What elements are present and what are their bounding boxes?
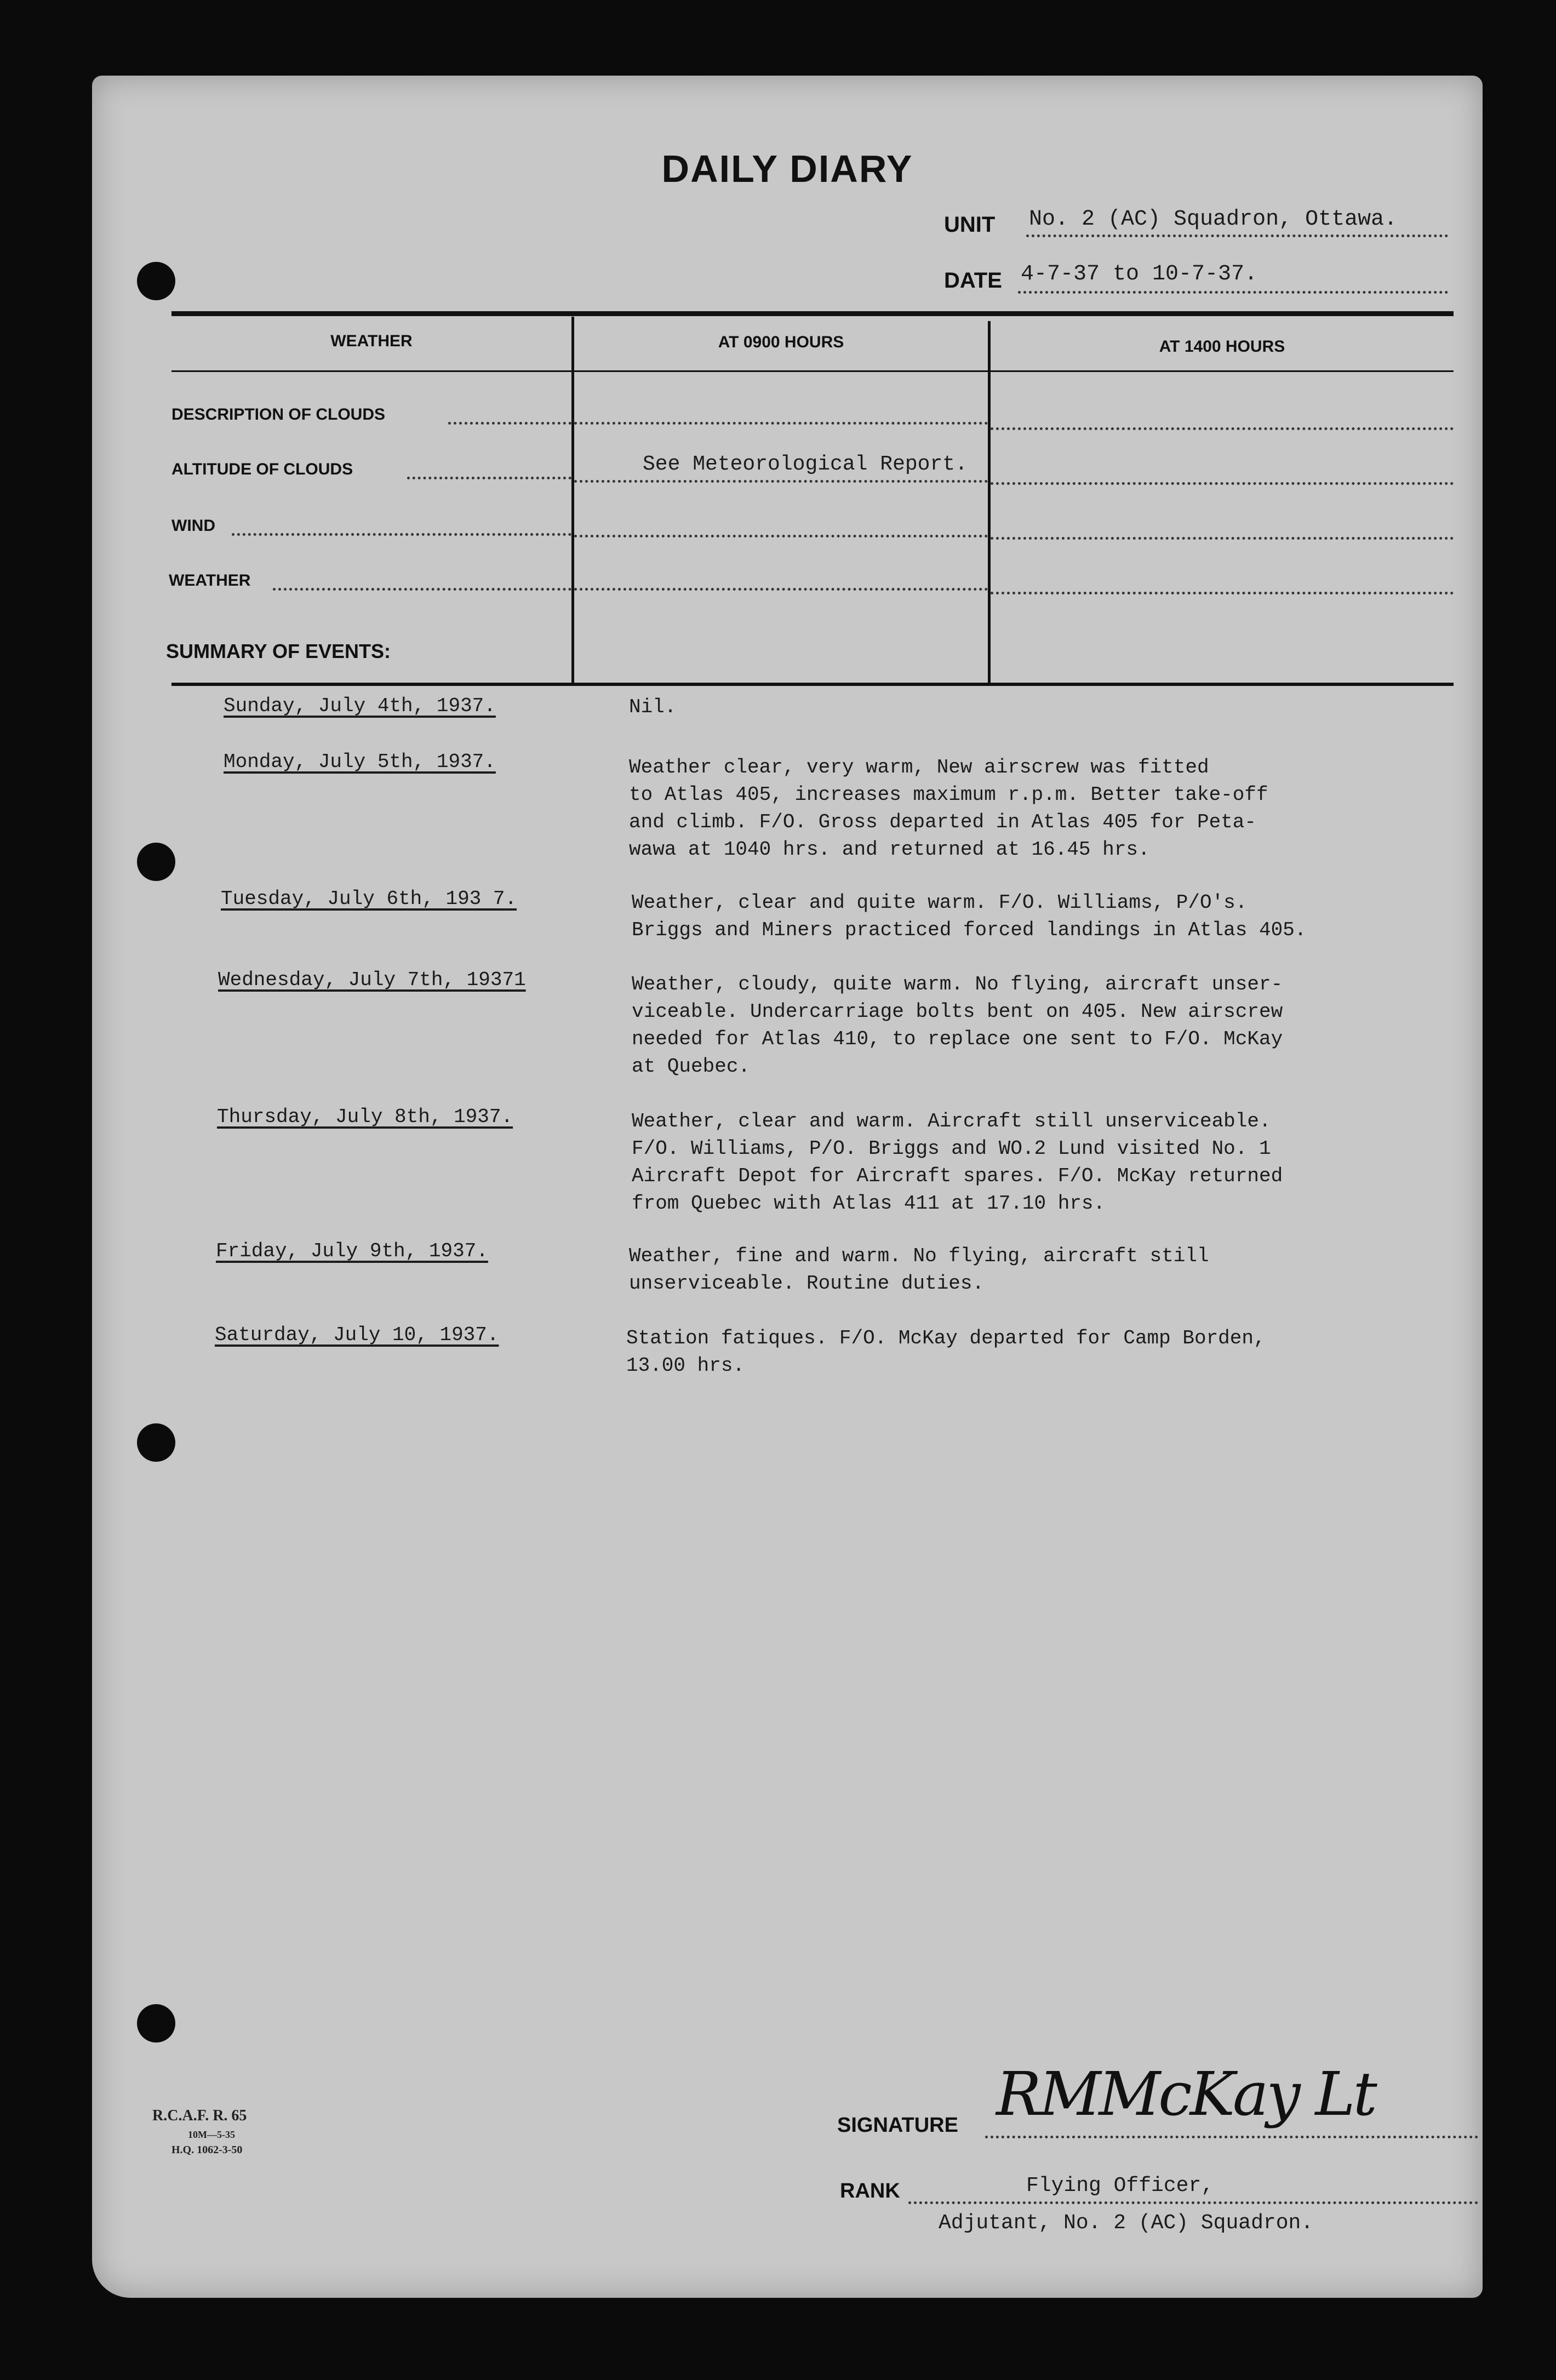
entry-date: Sunday, July 4th, 1937. bbox=[224, 695, 496, 717]
rank-value: Flying Officer, bbox=[1026, 2174, 1214, 2198]
row-label: ALTITUDE OF CLOUDS bbox=[171, 460, 353, 478]
binder-hole bbox=[137, 262, 175, 300]
entry-date: Friday, July 9th, 1937. bbox=[216, 1240, 488, 1262]
col-0900: AT 0900 HOURS bbox=[718, 333, 844, 351]
form-number: R.C.A.F. R. 65 bbox=[152, 2107, 247, 2124]
meteorological-note: See Meteorological Report. bbox=[643, 453, 968, 476]
unit-value: No. 2 (AC) Squadron, Ottawa. bbox=[1029, 207, 1398, 232]
unit-label: UNIT bbox=[944, 213, 996, 237]
print-run: 10M—5-35 bbox=[188, 2129, 235, 2140]
date-value: 4-7-37 to 10-7-37. bbox=[1021, 262, 1258, 287]
entry-text: Weather, clear and warm. Aircraft still unserviceable. F/O. Williams, P/O. Briggs and WO.2 Lund visited No. 1 Aircraft Depot for Aircraft spares. F/O. McKay returned from Quebec with Atlas 411 at 17.10 hrs. bbox=[632, 1110, 1283, 1215]
entry-date: Monday, July 5th, 1937. bbox=[224, 751, 496, 773]
entry-date: Thursday, July 8th, 1937. bbox=[217, 1106, 513, 1128]
entry-date: Wednesday, July 7th, 19371 bbox=[218, 969, 526, 991]
binder-hole bbox=[137, 1423, 175, 1462]
entry-text: Weather, fine and warm. No flying, aircraft still unserviceable. Routine duties. bbox=[629, 1245, 1209, 1295]
signature-label: SIGNATURE bbox=[837, 2114, 958, 2137]
entry-date: Tuesday, July 6th, 193 7. bbox=[221, 888, 517, 910]
table-bottom-rule bbox=[171, 683, 1454, 686]
col-1400: AT 1400 HOURS bbox=[1159, 337, 1285, 356]
entry-text: Weather, clear and quite warm. F/O. Williams, P/O's. Briggs and Miners practiced forced landings in Atlas 405. bbox=[632, 891, 1307, 941]
entry-text: Station fatiques. F/O. McKay departed for Camp Borden, 13.00 hrs. bbox=[626, 1327, 1266, 1377]
table-header-rule bbox=[171, 370, 1454, 372]
col-weather: WEATHER bbox=[330, 332, 413, 350]
page-title: DAILY DIARY bbox=[661, 147, 913, 190]
signature: RMMcKay Lt bbox=[996, 2059, 1375, 2129]
diary-page bbox=[92, 76, 1483, 2298]
position-value: Adjutant, No. 2 (AC) Squadron. bbox=[939, 2211, 1314, 2235]
entry-date: Saturday, July 10, 1937. bbox=[215, 1324, 499, 1346]
table-top-rule bbox=[171, 311, 1454, 316]
table-divider bbox=[988, 321, 991, 684]
rank-label: RANK bbox=[840, 2179, 900, 2202]
hq-reference: H.Q. 1062-3-50 bbox=[171, 2144, 243, 2156]
row-label: WIND bbox=[171, 517, 215, 535]
row-label: WEATHER bbox=[169, 571, 251, 590]
binder-hole bbox=[137, 2004, 175, 2043]
row-label: DESCRIPTION OF CLOUDS bbox=[171, 405, 386, 424]
entry-text: Weather, cloudy, quite warm. No flying, aircraft unser- viceable. Undercarriage bolts bent on 405. New airscrew needed for Atlas 410, to replace one sent to F/O. McKay at Quebec. bbox=[632, 973, 1283, 1078]
binder-hole bbox=[137, 843, 175, 881]
summary-heading: SUMMARY OF EVENTS: bbox=[166, 640, 391, 662]
date-label: DATE bbox=[944, 268, 1002, 293]
entry-text: Nil. bbox=[629, 696, 677, 718]
entry-text: Weather clear, very warm, New airscrew was fitted to Atlas 405, increases maximum r.p.m. Better take-off and climb. F/O. Gross departed in Atlas 405 for Peta- wawa at 1040 hrs. and returned at 16.45 hrs. bbox=[629, 756, 1268, 861]
